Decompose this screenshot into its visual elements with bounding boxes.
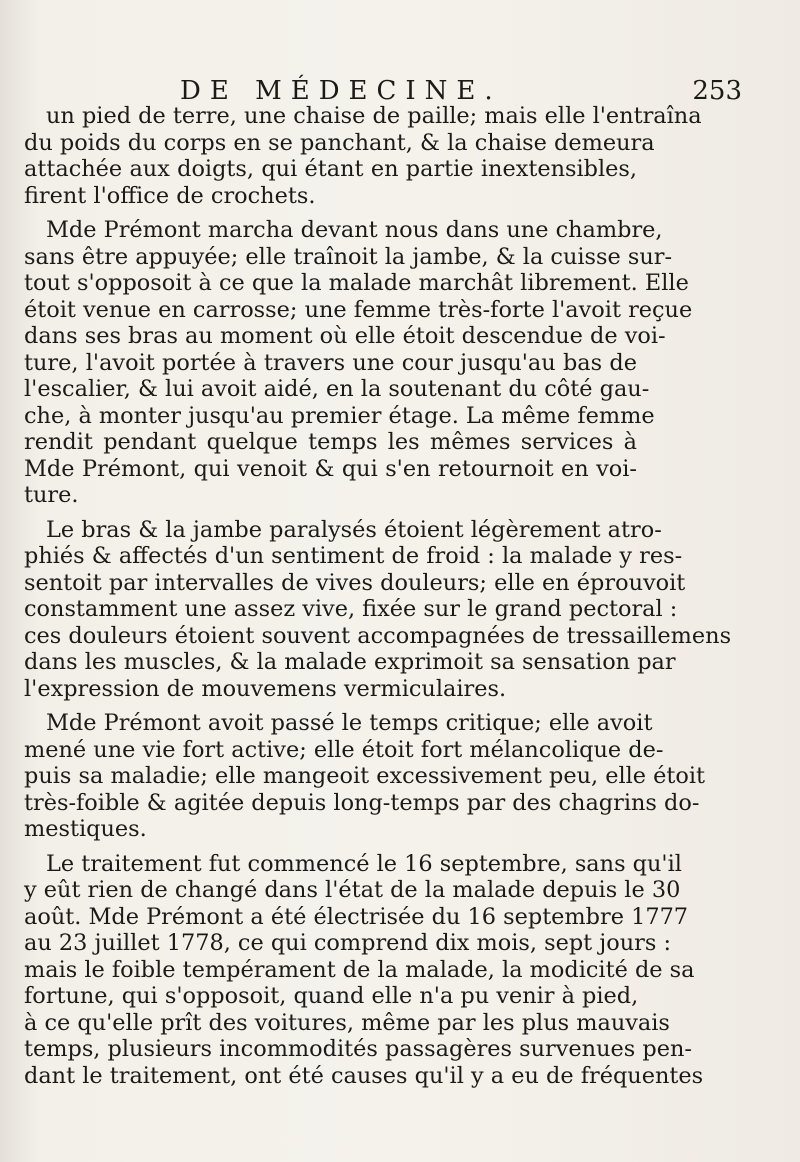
text-line: étoit venue en carrosse; une femme très-forte l'avoit reçue [24, 296, 693, 323]
text-line: attachée aux doigts, qui étant en partie inextensibles, [24, 156, 637, 182]
text-line: ces douleurs étoient souvent accompagnées de tressaillemens [24, 622, 732, 649]
text-line: à ce qu'elle prît des voitures, même par les plus mauvais [24, 1009, 670, 1036]
page-body [24, 103, 732, 1097]
text-line: mais le foible tempérament de la malade, la modicité de sa [24, 956, 695, 983]
text-line: mené une vie fort active; elle étoit fort mélancolique de- [24, 736, 664, 763]
text-line: y eût rien de changé dans l'état de la malade depuis le 30 [24, 877, 681, 903]
paragraph [24, 103, 702, 209]
text-line: constamment une assez vive, fixée sur le grand pectoral : [24, 596, 678, 622]
running-title: DE MÉDECINE. [180, 76, 502, 106]
text-line: un pied de terre, une chaise de paille; mais elle l'entraîna [46, 103, 702, 129]
paragraph [24, 516, 732, 703]
text-line: l'escalier, & lui avoit aidé, en la soutenant du côté gau- [24, 376, 650, 402]
text-line: ture, l'avoit portée à travers une cour jusqu'au bas de [24, 349, 637, 376]
text-line: août. Mde Prémont a été électrisée du 16 septembre 1777 [24, 903, 689, 930]
text-line: Mde Prémont avoit passé le temps critique; elle avoit [46, 710, 653, 736]
text-line: sans être appuyée; elle traînoit la jambe, & la cuisse sur- [24, 243, 673, 270]
text-line: rendit pendant quelque temps les mêmes services à [24, 429, 637, 455]
page-number: 253 [692, 76, 742, 106]
text-line: mestiques. [24, 816, 147, 842]
text-line: Le bras & la jambe paralysés étoient légèrement atro- [46, 516, 662, 543]
text-line: l'expression de mouvemens vermiculaires. [24, 675, 507, 702]
paragraph [24, 217, 693, 509]
text-line: temps, plusieurs incommodités passagères survenues pen- [24, 1036, 692, 1062]
text-line: Mde Prémont, qui venoit & qui s'en retournoit en voi- [24, 455, 637, 482]
text-line: dant le traitement, ont été causes qu'il y a eu de fréquentes [24, 1062, 704, 1089]
text-line: au 23 juillet 1778, ce qui comprend dix mois, sept jours : [24, 930, 671, 956]
text-line: tout s'opposoit à ce que la malade marchât librement. Elle [24, 270, 689, 296]
text-line: très-foible & agitée depuis long-temps par des chagrins do- [24, 789, 700, 816]
text-line: firent l'office de crochets. [24, 182, 316, 209]
text-line: Le traitement fut commencé le 16 septembre, sans qu'il [46, 850, 682, 877]
text-line: phiés & affectés d'un sentiment de froid : la malade y res- [24, 543, 683, 569]
text-line: che, à monter jusqu'au premier étage. La même femme [24, 402, 655, 429]
paragraph [24, 850, 704, 1090]
text-line: dans ses bras au moment où elle étoit descendue de voi- [24, 323, 666, 349]
text-line: dans les muscles, & la malade exprimoit sa sensation par [24, 649, 676, 675]
text-line: ture. [24, 482, 79, 508]
text-line: puis sa maladie; elle mangeoit excessivement peu, elle étoit [24, 763, 706, 789]
text-line: Mde Prémont marcha devant nous dans une chambre, [46, 217, 663, 243]
text-line: sentoit par intervalles de vives douleurs; elle en éprouvoit [24, 569, 686, 596]
text-line: fortune, qui s'opposoit, quand elle n'a pu venir à pied, [24, 983, 639, 1009]
paragraph [24, 710, 706, 843]
text-line: du poids du corps en se panchant, & la chaise demeura [24, 129, 655, 156]
